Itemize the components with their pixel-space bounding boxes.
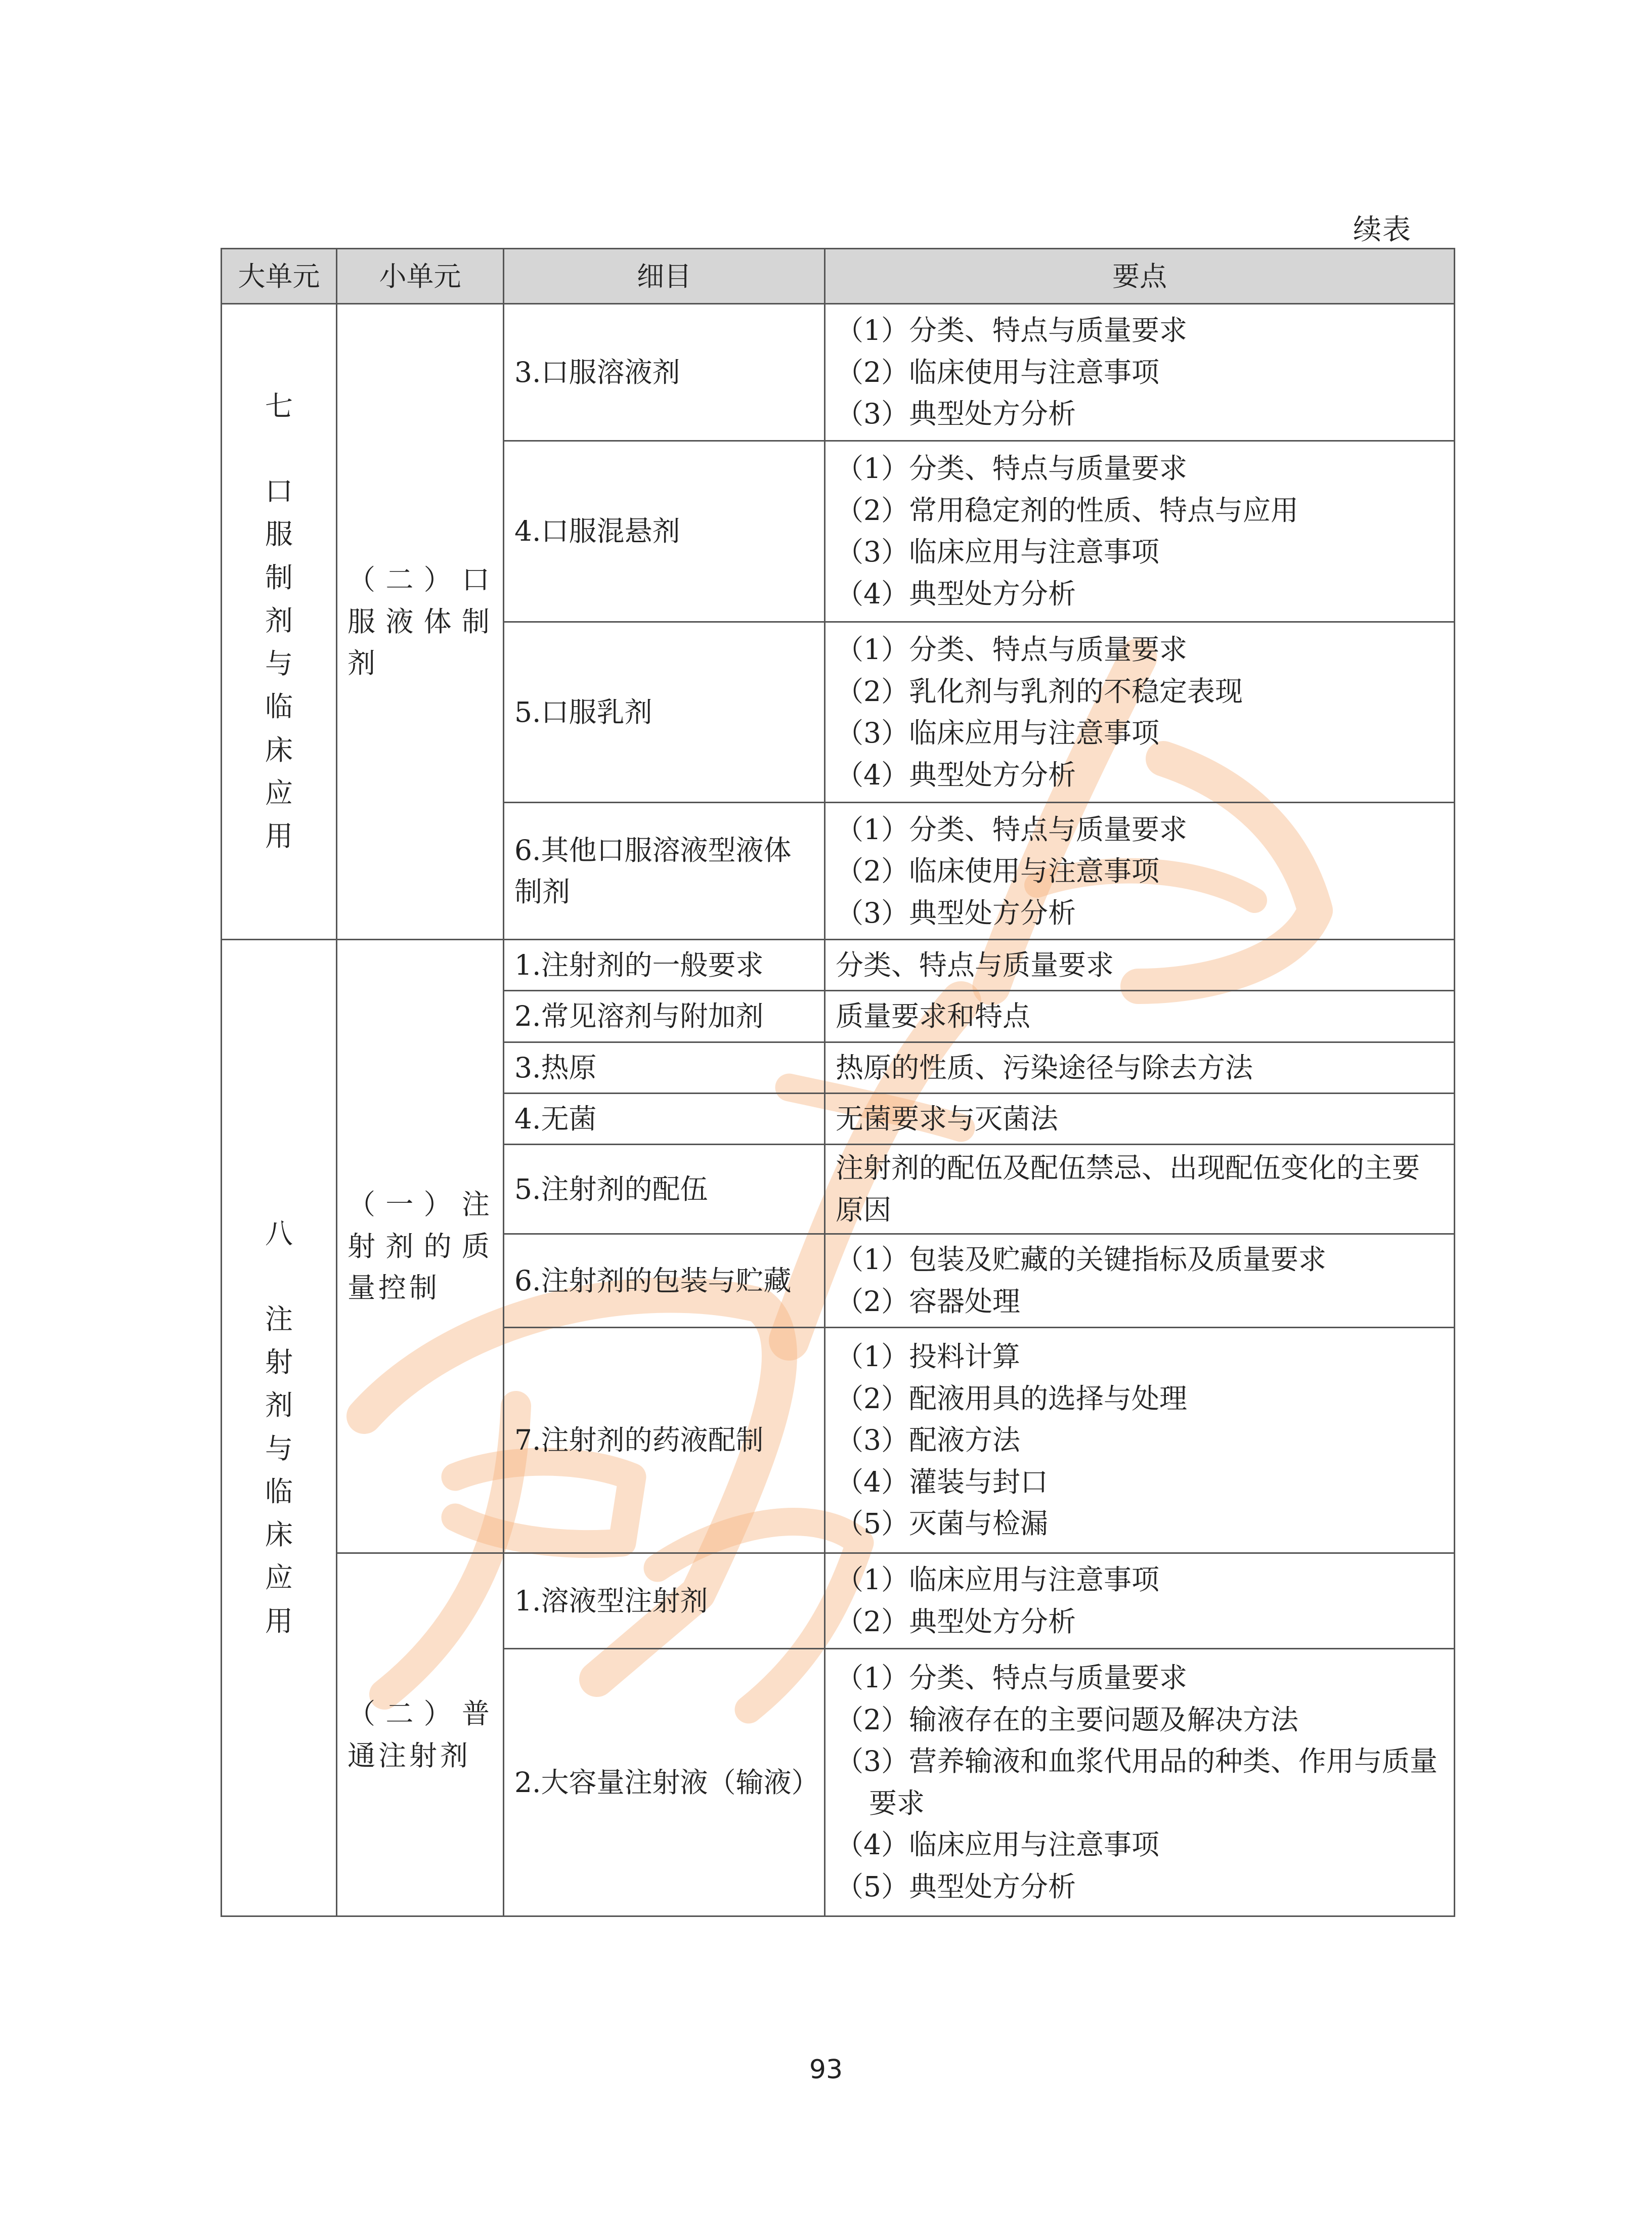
points-cell [825,803,1455,940]
detail-cell: 4.口服混悬剂 [504,441,825,622]
point-item: （1）分类、特点与质量要求 [836,1662,1187,1694]
points-cell [825,1328,1455,1553]
table-row [222,1553,1455,1648]
table-header-row [222,249,1455,304]
header-detail: 细目 [504,249,825,304]
minor-unit-cell: （二）普通注射剂 [337,1553,504,1916]
points-cell [825,1553,1455,1648]
point-item: （3）临床应用与注意事项 [836,717,1159,749]
major-unit-title: 口服制剂与临床应用 [265,475,293,853]
point-item: （4）临床应用与注意事项 [836,1828,1159,1861]
point-item: （1）包装及贮藏的关键指标及质量要求 [836,1243,1326,1276]
point-item: （4）典型处方分析 [836,758,1076,791]
point-item: （1）分类、特点与质量要求 [836,813,1187,846]
major-unit-title: 注射剂与临床应用 [265,1302,293,1637]
point-item: 质量要求和特点 [836,1000,1031,1033]
detail-cell: 1.溶液型注射剂 [504,1553,825,1648]
major-unit-cell [222,940,337,1916]
table-row [222,304,1455,441]
point-item: （1）投料计算 [836,1340,1020,1373]
points-cell [825,1234,1455,1327]
syllabus-table [221,248,1455,1917]
points-cell [825,940,1455,991]
detail-cell: 7.注射剂的药液配制 [504,1328,825,1553]
points-cell [825,1145,1455,1234]
page-number: 93 [809,2055,843,2085]
detail-cell: 2.常见溶剂与附加剂 [504,991,825,1042]
major-unit-number: 八 [265,1217,293,1250]
point-item: （3）配液方法 [836,1424,1020,1457]
major-unit-number: 七 [265,389,293,422]
point-item: （5）灭菌与检漏 [836,1507,1048,1540]
point-item: （3）典型处方分析 [836,398,1076,430]
point-item: 分类、特点与质量要求 [836,949,1114,981]
points-cell [825,1093,1455,1144]
point-item: （4）灌装与封口 [836,1465,1048,1498]
major-unit-cell [222,304,337,940]
detail-cell: 5.注射剂的配伍 [504,1145,825,1234]
point-item: （1）分类、特点与质量要求 [836,314,1187,347]
point-item: （5）典型处方分析 [836,1870,1076,1903]
detail-cell: 1.注射剂的一般要求 [504,940,825,991]
point-item: （2）常用稳定剂的性质、特点与应用 [836,494,1298,527]
minor-unit-cell: （一）注射剂的质量控制 [337,940,504,1553]
point-item: （1）分类、特点与质量要求 [836,633,1187,666]
points-cell [825,304,1455,441]
points-cell [825,622,1455,803]
minor-unit-cell: （二）口服液体制剂 [337,304,504,940]
point-item: （1）分类、特点与质量要求 [836,452,1187,485]
header-minor-unit: 小单元 [337,249,504,304]
point-item: 无菌要求与灭菌法 [836,1102,1059,1135]
point-item: （2）容器处理 [836,1285,1020,1318]
point-item: （2）配液用具的选择与处理 [836,1382,1187,1415]
point-item: （2）临床使用与注意事项 [836,855,1159,888]
points-cell [825,1042,1455,1093]
detail-cell: 4.无菌 [504,1093,825,1144]
point-item: 热原的性质、污染途径与除去方法 [836,1051,1253,1084]
header-major-unit: 大单元 [222,249,337,304]
point-item: （2）输液存在的主要问题及解决方法 [836,1703,1298,1736]
points-cell [825,1648,1455,1916]
point-item: （3）临床应用与注意事项 [836,536,1159,569]
detail-cell: 2.大容量注射液（输液） [504,1648,825,1916]
detail-cell: 3.热原 [504,1042,825,1093]
detail-cell: 6.其他口服溶液型液体制剂 [504,803,825,940]
header-key-points: 要点 [825,249,1455,304]
point-item: （3）营养输液和血浆代用品的种类、作用与质量要求 [836,1745,1438,1819]
point-item: （2）乳化剂与乳剂的不稳定表现 [836,675,1243,708]
point-item: （2）临床使用与注意事项 [836,356,1159,388]
point-item: 注射剂的配伍及配伍禁忌、出现配伍变化的主要原因 [836,1152,1420,1226]
points-cell [825,441,1455,622]
point-item: （2）典型处方分析 [836,1605,1076,1638]
table-row [222,940,1455,991]
point-item: （1）临床应用与注意事项 [836,1563,1159,1596]
point-item: （4）典型处方分析 [836,577,1076,610]
detail-cell: 5.口服乳剂 [504,622,825,803]
point-item: （3）典型处方分析 [836,896,1076,929]
points-cell [825,991,1455,1042]
detail-cell: 3.口服溶液剂 [504,304,825,441]
detail-cell: 6.注射剂的包装与贮藏 [504,1234,825,1327]
continued-table-label: 续表 [1353,213,1412,246]
